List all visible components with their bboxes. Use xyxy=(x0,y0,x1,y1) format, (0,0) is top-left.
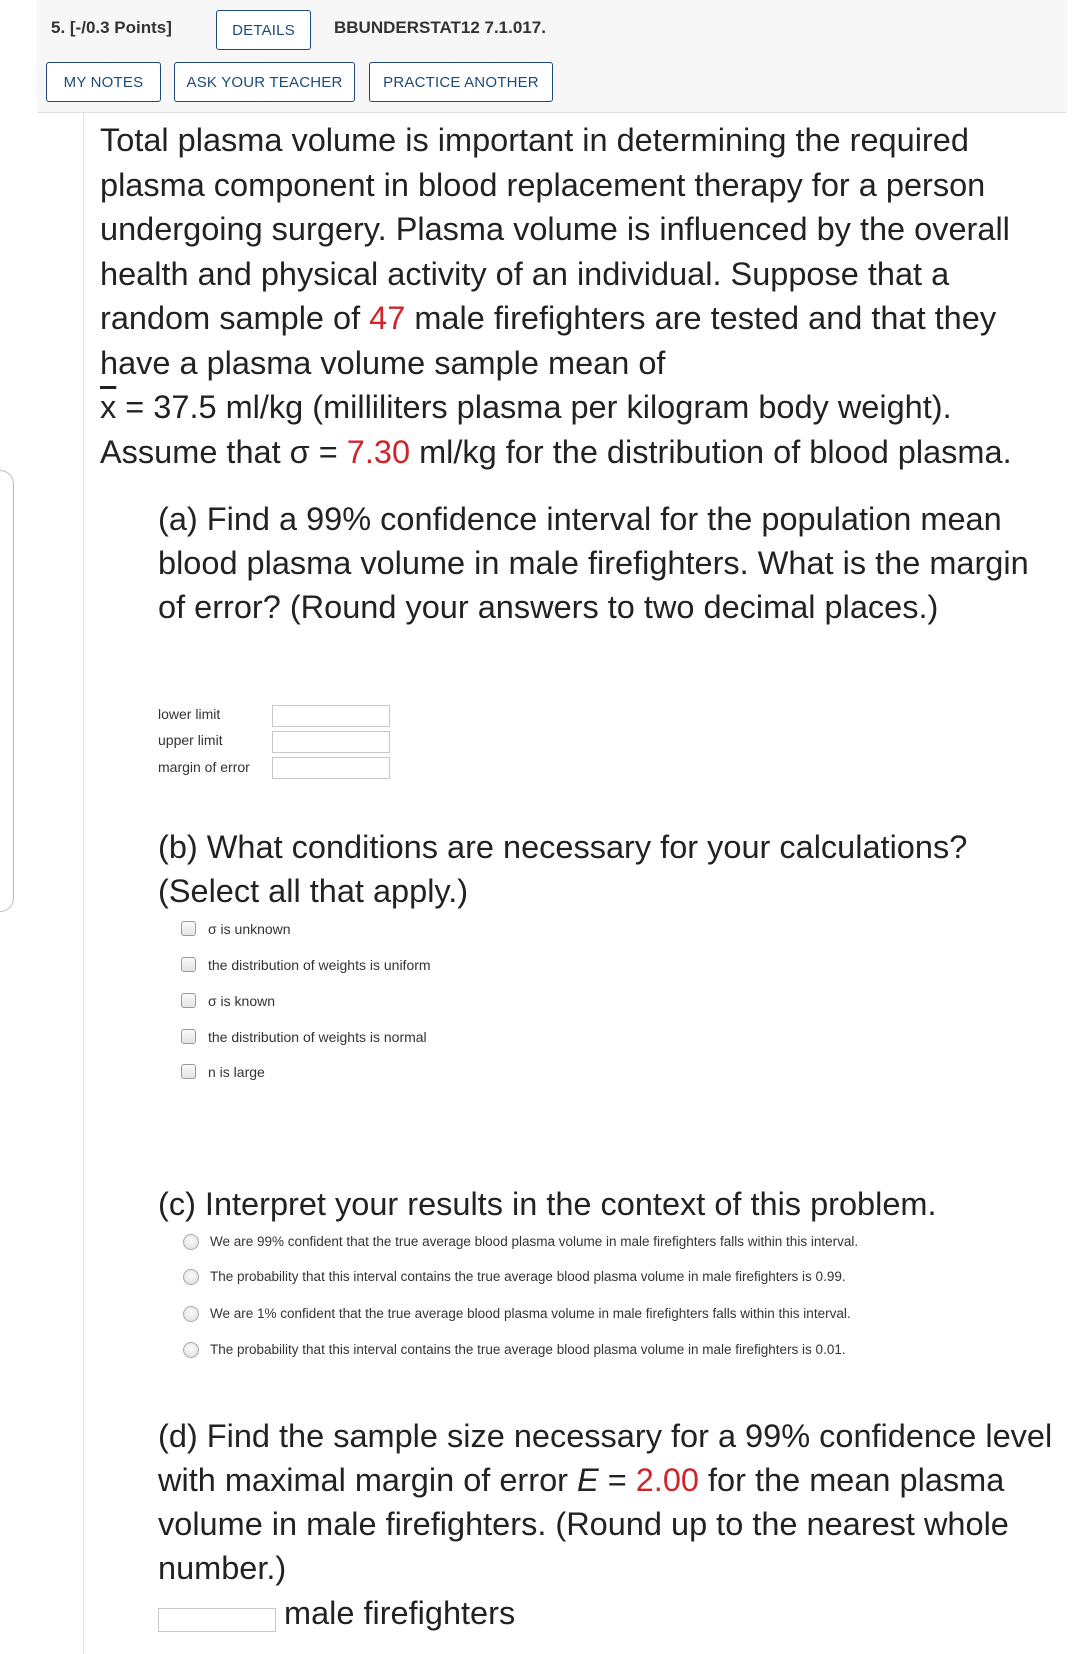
sample-size-value: 47 xyxy=(369,300,406,336)
question-header xyxy=(37,0,1067,113)
part-a-title: (a) Find a 99% confidence interval for the population mean blood plasma volume in male firefighters. What is the margin of error? (Round your answers to two decimal places.) xyxy=(158,501,1029,625)
xbar-symbol: $\overline{x}$ xyxy=(100,389,117,425)
upper-limit-input[interactable] xyxy=(272,731,390,753)
problem-text-2: male firefighters are tested and that they have a plasma volume sample mean of xyxy=(100,300,997,381)
part-d-title xyxy=(158,1414,1058,1590)
option-radio[interactable] xyxy=(183,1342,199,1358)
problem-text-5: ml/kg for the distribution of blood plasma. xyxy=(410,433,1012,470)
option-label: σ is unknown xyxy=(208,921,291,937)
lower-limit-label: lower limit xyxy=(158,706,221,722)
option-checkbox[interactable] xyxy=(181,1064,196,1079)
margin-of-error-input[interactable] xyxy=(272,757,390,779)
option-label: We are 99% confident that the true average blood plasma volume in male firefighters falls within this interval. xyxy=(210,1234,859,1249)
option-checkbox[interactable] xyxy=(181,921,196,936)
question-number: 5. [-/0.3 Points] xyxy=(51,18,172,37)
my-notes-button[interactable]: MY NOTES xyxy=(46,62,161,102)
option-radio[interactable] xyxy=(183,1269,199,1285)
problem-statement xyxy=(100,118,1060,474)
option-label: The probability that this interval contains the true average blood plasma volume in male firefighters is 0.01. xyxy=(210,1342,846,1357)
option-label: n is large xyxy=(208,1064,265,1080)
part-d-text-3: for the mean plasma volume in male firefighters. (Round up to the nearest whole number.) xyxy=(158,1462,1009,1586)
upper-limit-label: upper limit xyxy=(158,732,223,748)
option-label: the distribution of weights is normal xyxy=(208,1029,427,1045)
lower-limit-input[interactable] xyxy=(272,705,390,727)
part-d-text-1: (d) Find the sample size necessary for a 99% confidence level with maximal margin of error xyxy=(158,1418,1053,1498)
problem-text-3: = 37.5 ml/kg (milliliters plasma per kilogram body weight). Assume that xyxy=(100,389,952,470)
sample-size-input[interactable] xyxy=(158,1608,276,1632)
sigma-symbol: σ xyxy=(289,433,310,470)
problem-text-1: Total plasma volume is important in determining the required plasma component in blood replacement therapy for a person undergoing surgery. Plasma volume is influenced by the overall health and physical activity of an individual. Suppose that a random sample of xyxy=(100,122,1010,336)
sample-size-suffix: male firefighters xyxy=(284,1595,516,1631)
part-d-text-2: = xyxy=(598,1462,636,1498)
option-radio[interactable] xyxy=(183,1306,199,1322)
practice-another-button[interactable]: PRACTICE ANOTHER xyxy=(369,62,553,102)
details-button[interactable]: DETAILS xyxy=(216,10,311,50)
content-divider xyxy=(83,112,84,1654)
option-label: σ is known xyxy=(208,993,275,1009)
option-label: The probability that this interval contains the true average blood plasma volume in male firefighters is 0.99. xyxy=(210,1269,846,1284)
problem-text-4: = xyxy=(309,433,347,470)
option-label: the distribution of weights is uniform xyxy=(208,957,431,973)
part-c-title: (c) Interpret your results in the context of this problem. xyxy=(158,1186,937,1222)
option-checkbox[interactable] xyxy=(181,993,196,1008)
margin-of-error-label: margin of error xyxy=(158,759,250,775)
option-checkbox[interactable] xyxy=(181,1029,196,1044)
option-radio[interactable] xyxy=(183,1234,199,1250)
problem-code: BBUNDERSTAT12 7.1.017. xyxy=(334,18,546,37)
e-value: 2.00 xyxy=(635,1462,699,1498)
option-checkbox[interactable] xyxy=(181,957,196,972)
e-symbol: E xyxy=(577,1462,599,1498)
ask-teacher-button[interactable]: ASK YOUR TEACHER xyxy=(174,62,355,102)
part-b-title: (b) What conditions are necessary for your calculations? (Select all that apply.) xyxy=(158,829,968,909)
side-bracket xyxy=(0,470,14,912)
sigma-value: 7.30 xyxy=(346,433,411,470)
option-label: We are 1% confident that the true average blood plasma volume in male firefighters falls within this interval. xyxy=(210,1306,851,1321)
